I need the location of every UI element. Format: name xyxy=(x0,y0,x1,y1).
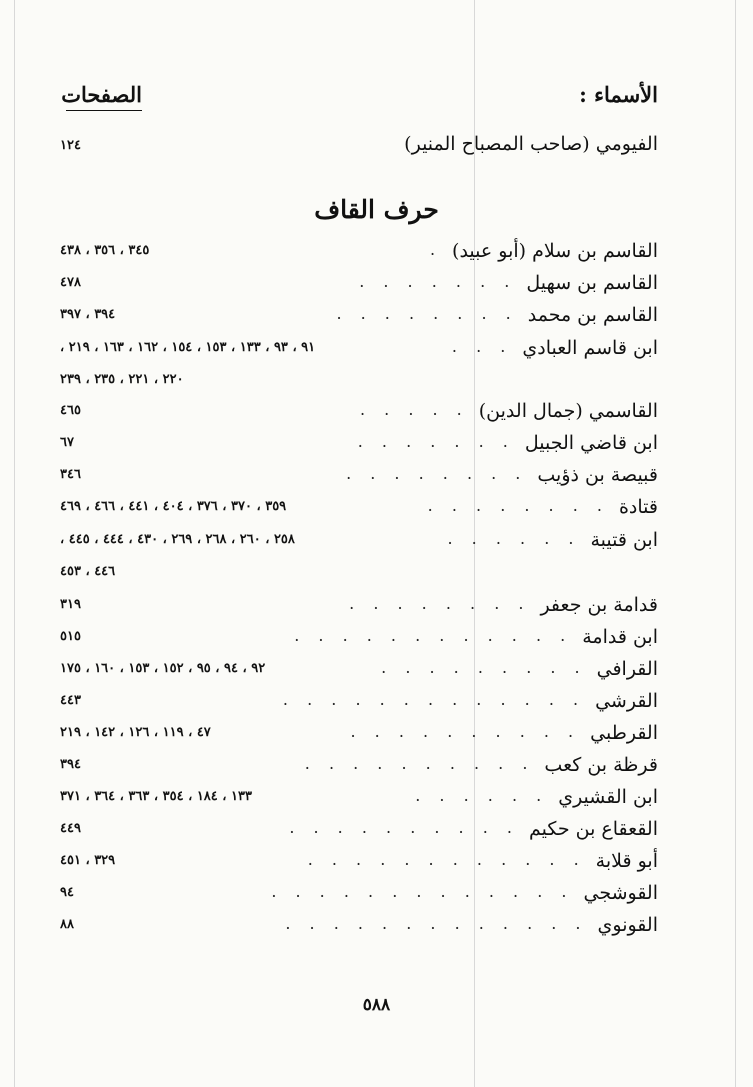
entry-name: أبو قلابة xyxy=(595,850,658,872)
entry-pages: ٥١٥ xyxy=(60,629,81,644)
entry-leader-dots: . . . . . . . . xyxy=(346,464,528,483)
entry-name: القاسمي (جمال الدين) xyxy=(478,400,658,422)
entry-name: ابن قاسم العبادي xyxy=(522,337,658,359)
index-entry xyxy=(60,690,658,720)
index-entry xyxy=(60,914,658,944)
scan-edge-right xyxy=(735,0,736,1087)
index-entry xyxy=(60,722,658,752)
entry-pages: ٢٥٨ ، ٢٦٠ ، ٢٦٨ ، ٢٦٩ ، ٤٣٠ ، ٤٤٤ ، ٤٤٥ ، xyxy=(60,532,295,547)
entry-leader-dots: . . . . . . . . . . . . . xyxy=(271,882,574,901)
section-title: حرف القاف xyxy=(314,195,439,224)
entry-pages: ٣٩٤ xyxy=(60,757,81,772)
entry-name: ابن قاضي الجبيل xyxy=(524,432,658,454)
intro-entry xyxy=(60,133,658,163)
entry-pages: ٤٤٣ xyxy=(60,693,81,708)
index-entry xyxy=(60,786,658,816)
index-entry xyxy=(60,594,658,624)
index-entry xyxy=(60,850,658,880)
entry-pages: ٤٤٦ ، ٤٥٣ xyxy=(60,564,116,579)
entry-name: قتادة xyxy=(618,496,658,518)
entry-name: القرطبي xyxy=(590,722,658,744)
entry-name: القوشجي xyxy=(583,882,658,904)
entry-leader-dots: . . . . . . xyxy=(447,529,581,548)
entry-leader-dots: . . . . . . . . xyxy=(336,304,518,323)
entry-pages: ٩٤ xyxy=(60,885,74,900)
entry-pages: ٣٥٩ ، ٣٧٠ ، ٣٧٦ ، ٤٠٤ ، ٤٤١ ، ٤٦٦ ، ٤٦٩ xyxy=(60,499,287,514)
entry-name: قدامة بن جعفر xyxy=(540,594,658,616)
index-entry xyxy=(60,369,658,399)
index-entry xyxy=(60,464,658,494)
entry-leader-dots: . . . . . . . . . . . . xyxy=(307,850,586,869)
entry-leader-dots: . . . . . . . . . . xyxy=(304,754,535,773)
entry-pages: ٤٧٨ xyxy=(60,275,81,290)
entry-pages: ٩٢ ، ٩٤ ، ٩٥ ، ١٥٢ ، ١٥٣ ، ١٦٠ ، ١٧٥ xyxy=(60,661,266,676)
pages-column-header: الصفحات xyxy=(66,82,142,111)
index-entry xyxy=(60,754,658,784)
index-entry xyxy=(60,272,658,302)
entry-name: ابن القشيري xyxy=(558,786,658,808)
entry-name: الفيومي (صاحب المصباح المنير) xyxy=(404,133,658,155)
index-entry xyxy=(60,626,658,656)
entry-leader-dots: . . . . . . . . . xyxy=(381,658,587,677)
entry-leader-dots: . . . . . . . . xyxy=(427,496,609,515)
entry-leader-dots: . . . . . . . . . . . . . xyxy=(282,690,586,709)
names-column-header: الأسماء : xyxy=(579,82,658,107)
entry-leader-dots: . . . . . . xyxy=(415,786,549,805)
entry-pages: ٣٩٤ ، ٣٩٧ xyxy=(60,307,116,322)
entry-leader-dots: . . . xyxy=(451,337,513,356)
entry-pages: ٤٤٩ xyxy=(60,821,81,836)
entry-name: القاسم بن محمد xyxy=(527,304,658,326)
index-entry xyxy=(60,400,658,430)
index-entry xyxy=(60,337,658,367)
entry-name: القونوي xyxy=(597,914,658,936)
page-number: ٥٨٨ xyxy=(362,995,391,1015)
entry-name: ابن قتيبة xyxy=(590,529,658,551)
index-entry xyxy=(60,561,658,591)
entry-name: قبيصة بن ذؤيب xyxy=(537,464,658,486)
index-entry xyxy=(60,658,658,688)
entry-pages: ٣١٩ xyxy=(60,597,81,612)
entry-name: القرافي xyxy=(596,658,658,680)
entry-pages: ٦٧ xyxy=(60,435,74,450)
entry-name: ابن قدامة xyxy=(582,626,658,648)
entry-name: القاسم بن سلام (أبو عبيد) xyxy=(452,240,658,262)
entry-pages: ٢٢٠ ، ٢٢١ ، ٢٣٥ ، ٢٣٩ xyxy=(60,372,184,387)
entry-pages: ٤٧ ، ١١٩ ، ١٢٦ ، ١٤٢ ، ٢١٩ xyxy=(60,725,211,740)
entry-pages: ٩١ ، ٩٣ ، ١٣٣ ، ١٥٣ ، ١٥٤ ، ١٦٢ ، ١٦٣ ، ٢١٩ ، xyxy=(60,340,316,355)
index-entry xyxy=(60,818,658,848)
index-entry xyxy=(60,496,658,526)
entry-leader-dots: . . . . . . . . . . xyxy=(350,722,581,741)
entry-pages: ٣٤٦ xyxy=(60,467,81,482)
entry-leader-dots: . . . . . xyxy=(359,400,469,419)
entry-leader-dots: . . . . . . . xyxy=(357,432,515,451)
entry-leader-dots: . xyxy=(429,240,443,259)
entry-pages: ٣٢٩ ، ٤٥١ xyxy=(60,853,116,868)
entry-name: القعقاع بن حكيم xyxy=(528,818,658,840)
index-entry xyxy=(60,304,658,334)
entry-pages: ١٢٤ xyxy=(60,138,81,153)
entry-leader-dots: . . . . . . . . . . xyxy=(289,818,519,837)
entry-pages: ٤٦٥ xyxy=(60,403,81,418)
entry-leader-dots: . . . . . . . . . . . . . xyxy=(285,914,588,933)
index-entry xyxy=(60,432,658,462)
scan-edge-left xyxy=(14,0,15,1087)
index-entry xyxy=(60,240,658,270)
index-entry xyxy=(60,529,658,559)
entry-pages: ٨٨ xyxy=(60,917,74,932)
index-entry xyxy=(60,882,658,912)
entry-pages: ٣٤٥ ، ٣٥٦ ، ٤٣٨ xyxy=(60,243,150,258)
entry-leader-dots: . . . . . . . xyxy=(359,272,517,291)
entry-name: القاسم بن سهيل xyxy=(526,272,658,294)
entry-leader-dots: . . . . . . . . . . . . xyxy=(294,626,573,645)
entry-leader-dots: . . . . . . . . xyxy=(349,594,531,613)
entry-name: قرظة بن كعب xyxy=(544,754,658,776)
entry-pages: ١٣٣ ، ١٨٤ ، ٣٥٤ ، ٣٦٣ ، ٣٦٤ ، ٣٧١ xyxy=(60,789,252,804)
entry-name: القرشي xyxy=(595,690,658,712)
